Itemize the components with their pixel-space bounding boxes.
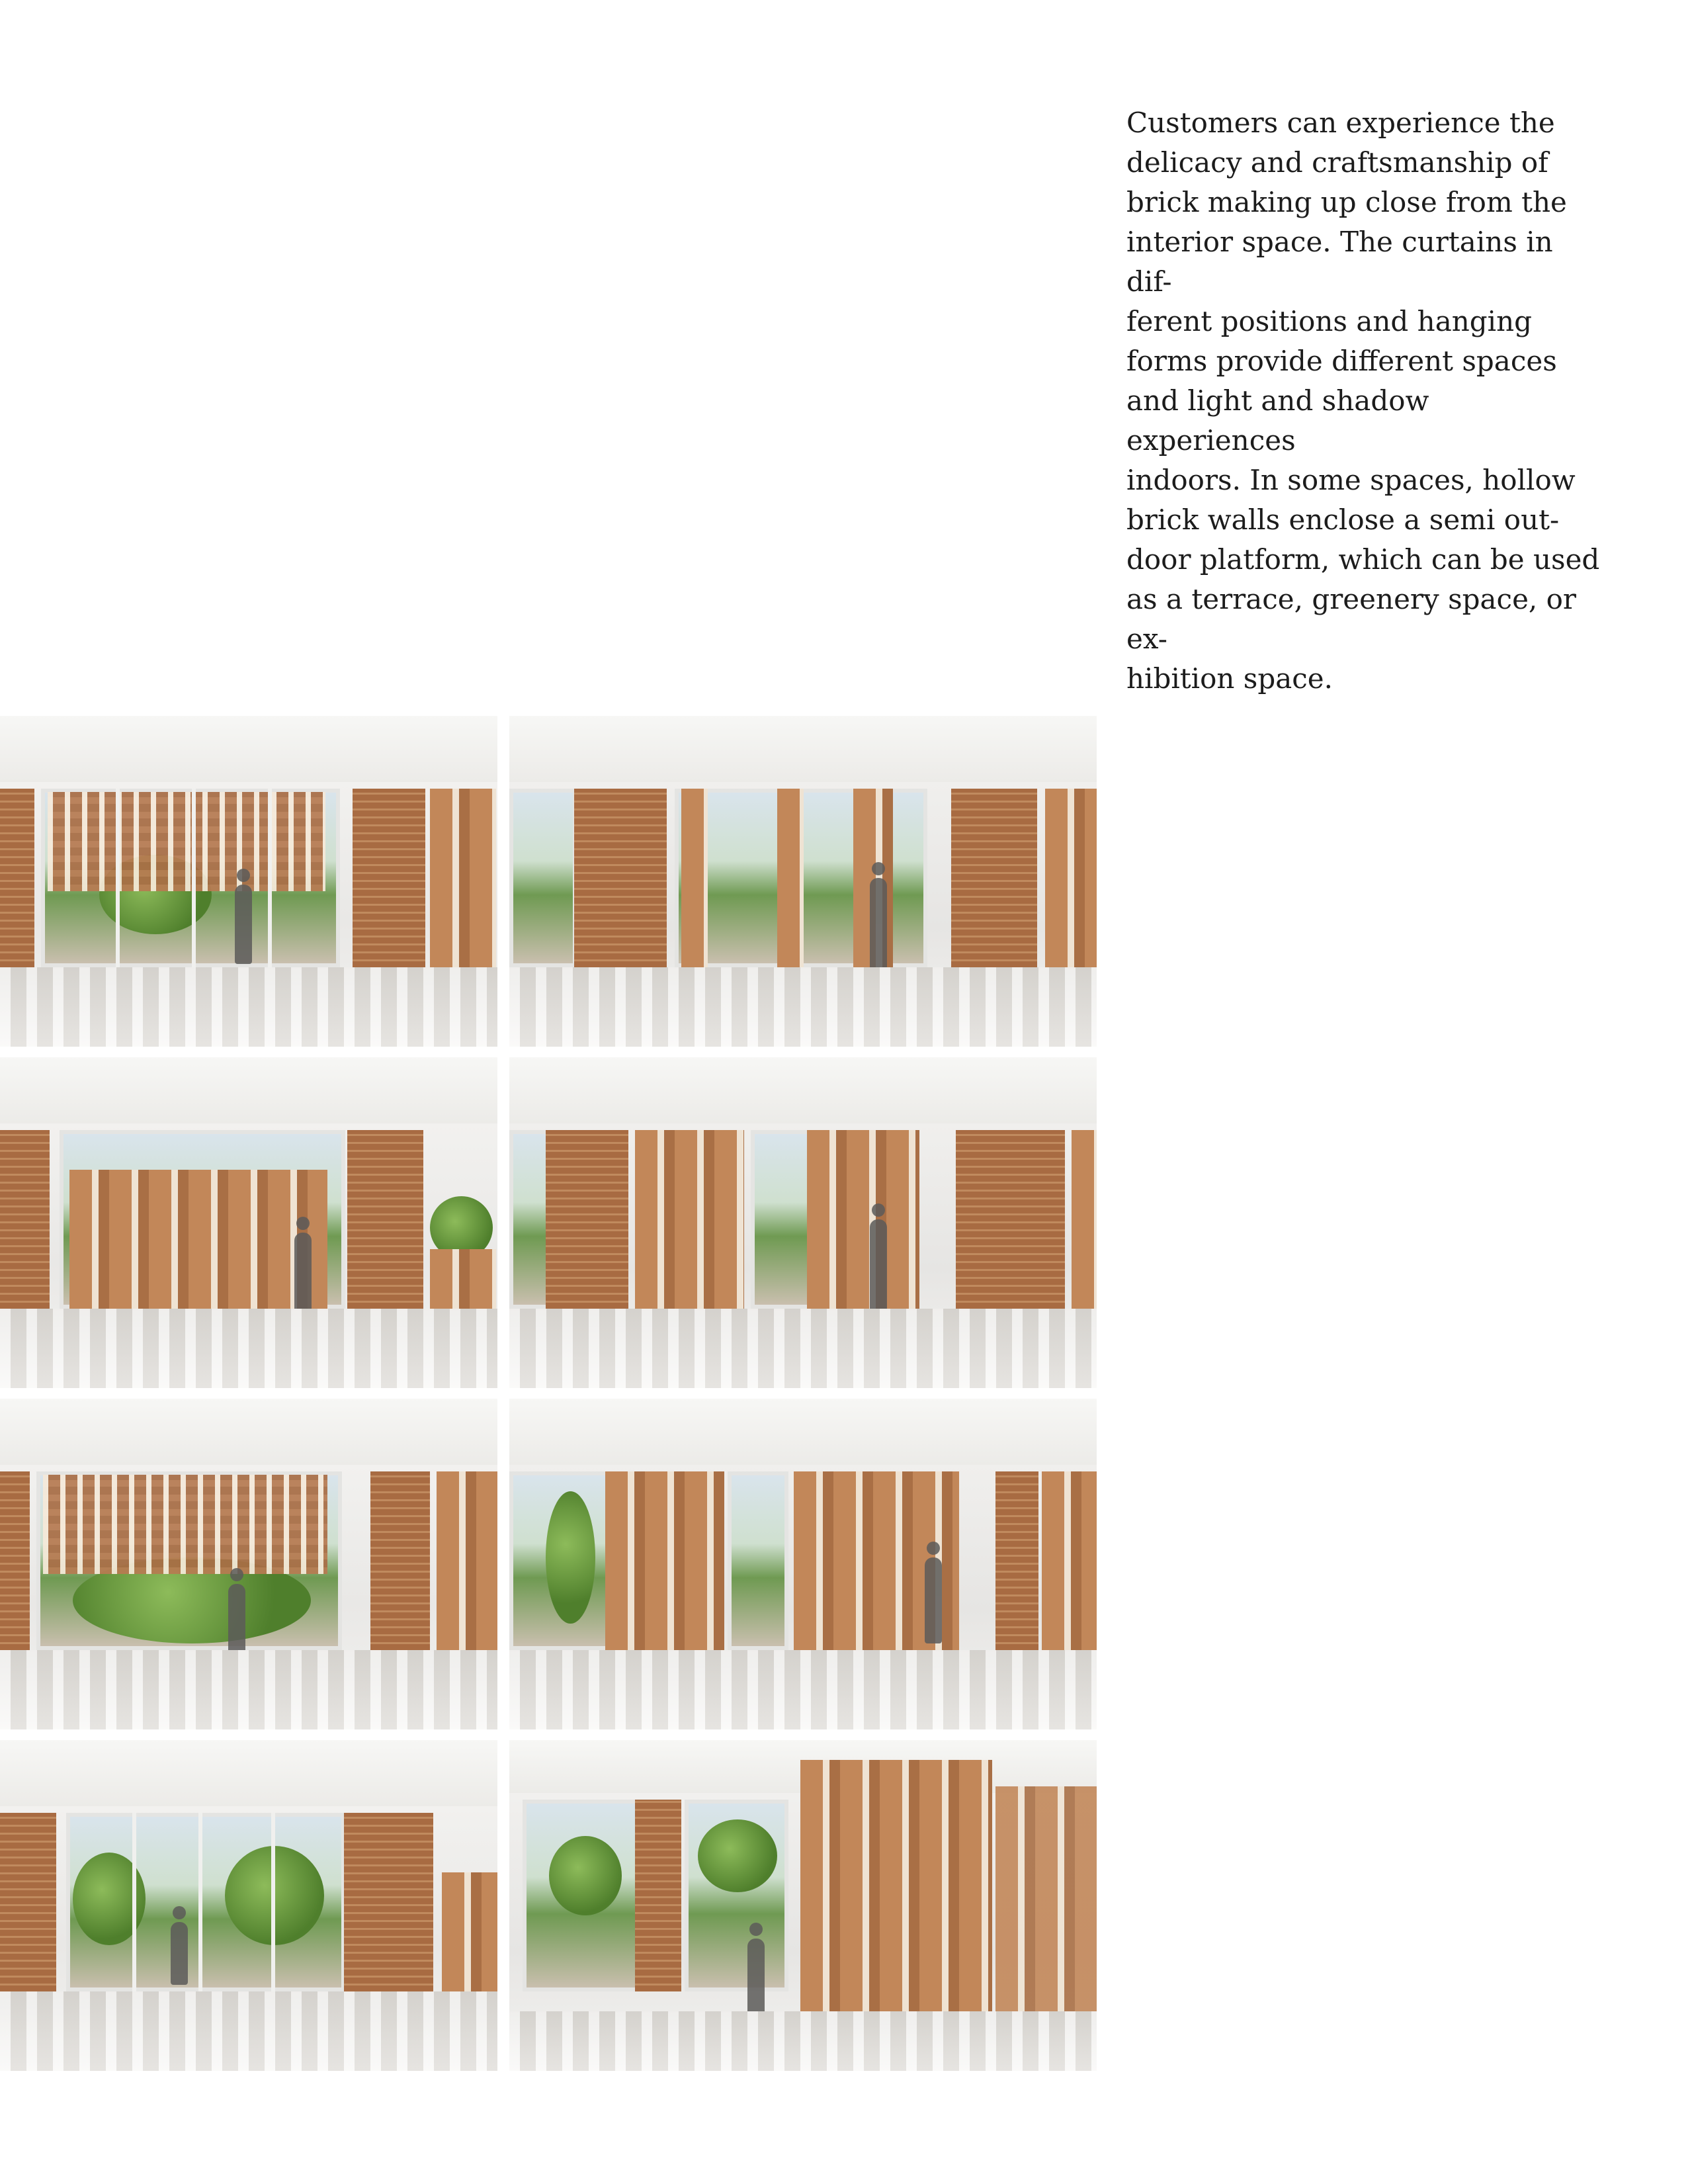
mullion [271, 1813, 275, 1991]
curved-brick-curtain [800, 1760, 992, 2018]
brick-lattice-panel [442, 1872, 497, 1991]
ceiling [0, 716, 497, 782]
brick-column [574, 789, 667, 967]
pivoting-brick-panel [681, 789, 708, 967]
brick-lattice-panel [430, 789, 496, 967]
brick-lattice-panel [430, 1249, 496, 1309]
human-figure [235, 885, 252, 964]
curved-brick-curtain [995, 1786, 1097, 2011]
floor-shadow-pattern [509, 2011, 1097, 2071]
hanging-brick-curtain [635, 1130, 744, 1309]
floor-shadow-pattern [509, 1309, 1097, 1388]
interior-rendering-3 [0, 1057, 497, 1388]
brick-column [951, 789, 1037, 967]
mullion [116, 789, 120, 967]
description-line: forms provide different spaces [1126, 345, 1557, 377]
interior-rendering-1 [0, 716, 497, 1047]
hanging-brick-curtain [807, 1130, 919, 1309]
description-line: door platform, which can be used [1126, 543, 1600, 576]
tree [698, 1819, 777, 1892]
description-line: brick making up close from the [1126, 186, 1567, 218]
ceiling [509, 716, 1097, 782]
interior-rendering-6 [509, 1399, 1097, 1729]
brick-column [995, 1471, 1038, 1650]
pivoting-brick-panel [777, 789, 804, 967]
glazed-wall [509, 1130, 550, 1309]
human-figure [870, 878, 887, 977]
brick-column [635, 1800, 681, 1991]
brick-column [370, 1471, 430, 1650]
raised-brick-curtain [43, 1475, 327, 1574]
glazed-wall [509, 789, 577, 967]
floor-shadow-pattern [0, 1650, 497, 1729]
mullion [192, 789, 196, 967]
interior-rendering-7 [0, 1740, 497, 2071]
brick-column [344, 1813, 433, 1991]
interior-rendering-2 [509, 716, 1097, 1047]
glazed-wall [728, 1471, 788, 1650]
brick-column [0, 789, 34, 967]
interior-rendering-8 [509, 1740, 1097, 2071]
floor-shadow-pattern [509, 1650, 1097, 1729]
tree [549, 1836, 622, 1915]
floor-shadow-pattern [509, 967, 1097, 1047]
brick-column [0, 1471, 30, 1650]
vertical-brick-lattice [605, 1471, 724, 1650]
interior-rendering-4 [509, 1057, 1097, 1388]
brick-column [546, 1130, 628, 1309]
brick-column [0, 1130, 50, 1309]
ceiling [509, 1399, 1097, 1465]
mullion [198, 1813, 202, 1991]
ceiling [509, 1057, 1097, 1123]
tree [546, 1491, 595, 1624]
description-line: and light and shadow experiences [1126, 384, 1429, 457]
hollow-brick-wall [69, 1170, 327, 1309]
floor-shadow-pattern [0, 1309, 497, 1388]
brick-column [956, 1130, 1065, 1309]
description-line: hibition space. [1126, 662, 1333, 695]
mullion [268, 789, 272, 967]
interior-rendering-5 [0, 1399, 497, 1729]
human-figure [171, 1922, 188, 1985]
brick-lattice-panel [437, 1471, 497, 1650]
description-line: as a terrace, greenery space, or ex- [1126, 583, 1576, 655]
brick-lattice-panel [1045, 789, 1097, 967]
brick-column [353, 789, 425, 967]
floor-shadow-pattern [0, 1991, 497, 2071]
human-figure [747, 1939, 765, 2021]
rendering-grid [0, 716, 1097, 2072]
brick-column [0, 1813, 56, 1991]
description-line: interior space. The curtains in dif- [1126, 226, 1553, 298]
description-line: indoors. In some spaces, hollow [1126, 464, 1576, 496]
description-text [1126, 103, 1603, 699]
brick-column [347, 1130, 423, 1309]
description-line: brick walls enclose a semi out- [1126, 503, 1560, 536]
description-line: ferent positions and hanging [1126, 305, 1533, 337]
description-line: Customers can experience the [1126, 107, 1555, 139]
description-line: delicacy and craftsmanship of [1126, 146, 1548, 179]
ceiling [0, 1057, 497, 1123]
ceiling [0, 1399, 497, 1465]
hollow-brick-screen [48, 792, 325, 891]
ceiling [0, 1740, 497, 1806]
brick-lattice-panel [1072, 1130, 1097, 1309]
brick-lattice-panel [1042, 1471, 1097, 1650]
human-figure [925, 1557, 942, 1643]
mullion [132, 1813, 136, 1991]
floor-shadow-pattern [0, 967, 497, 1047]
